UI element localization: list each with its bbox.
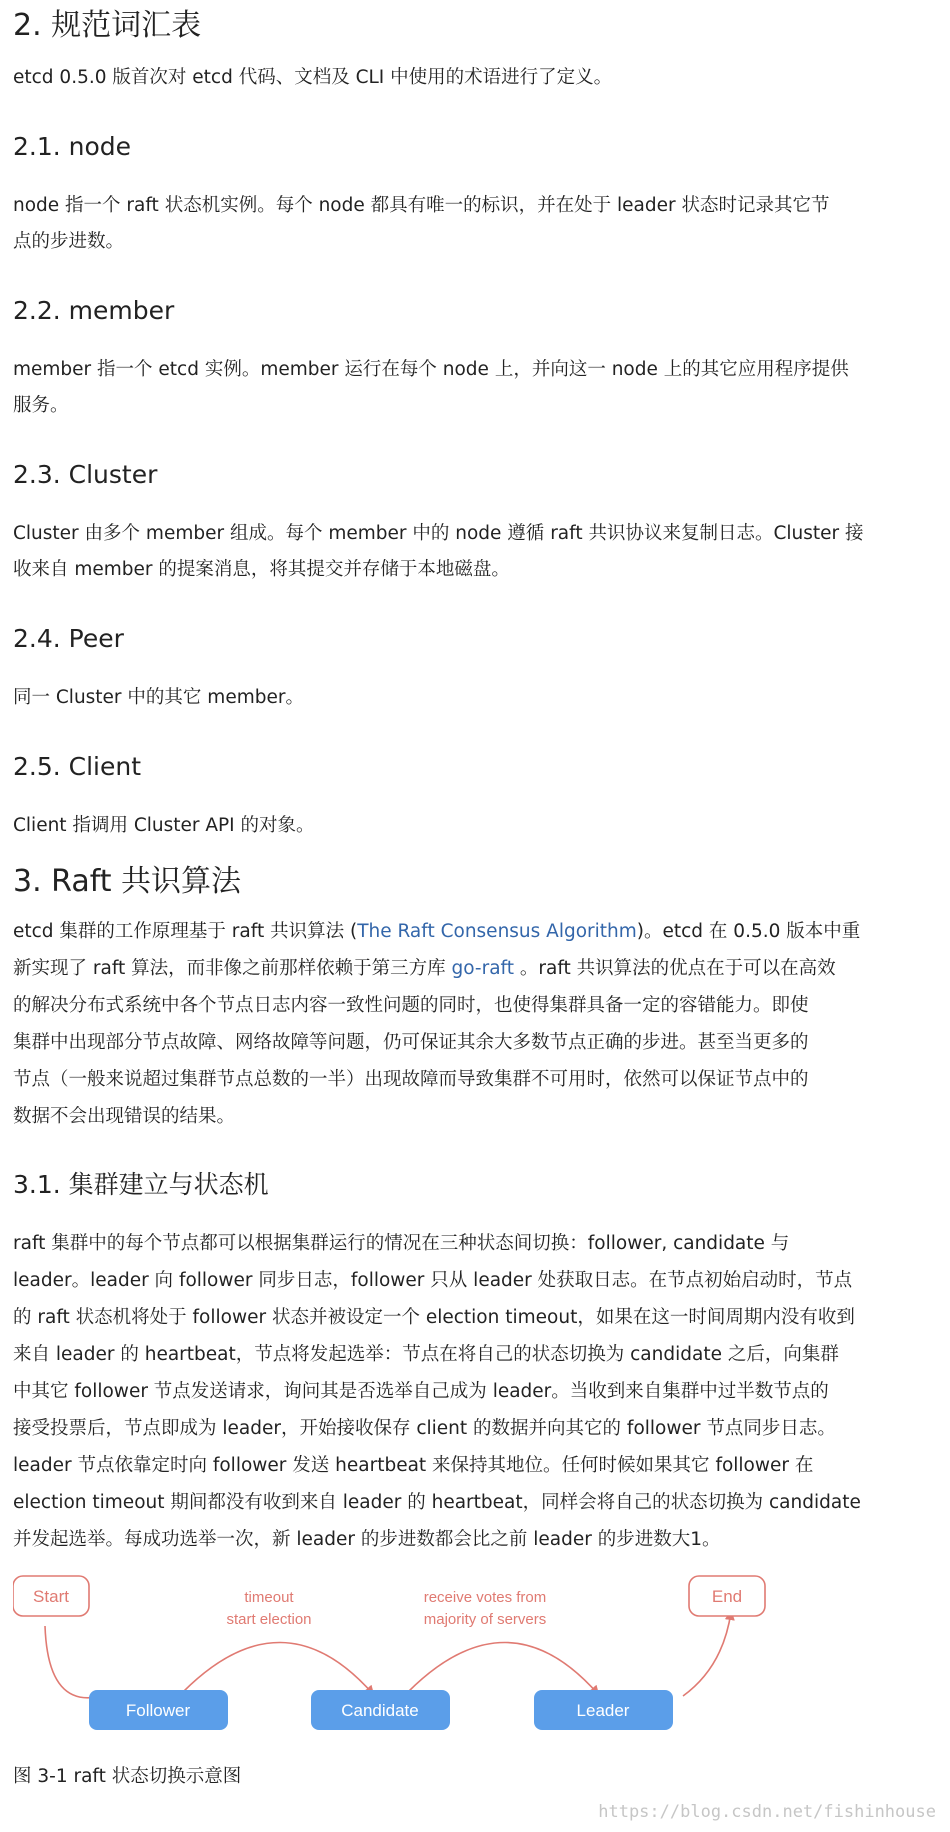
leader-label: Leader [576, 1701, 630, 1720]
node-line-2: 点的步进数。 [13, 231, 125, 252]
raft-line-1 [13, 914, 918, 951]
go-raft-link[interactable]: go-raft [451, 958, 514, 979]
receive-votes-label: receive votes from [423, 1589, 547, 1606]
member-line-1: member 指一个 etcd 实例。member 运行在每个 node 上，并向这一 node 上的其它应用程序提供 [13, 359, 849, 380]
node-line-1: node 指一个 raft 状态机实例。每个 node 都具有唯一的标识，并在处于 leader 状态时记录其它节 [13, 195, 830, 216]
node-title: 2.1. node [13, 132, 132, 161]
sm-line-2: leader。leader 向 follower 同步日志，follower 只从 leader 处获取日志。在节点初始启动时，节点 [13, 1270, 853, 1291]
sm-line-1: raft 集群中的每个节点都可以根据集群运行的情况在三种状态间切换：follower, candidate 与 [13, 1233, 790, 1254]
start-election-label: start election [226, 1611, 312, 1628]
sm-line-5: 中其它 follower 节点发送请求，询问其是否选举自己成为 leader。当收到来自集群中过半数节点的 [13, 1381, 829, 1402]
arrow-start-follower [45, 1626, 105, 1698]
section-2-title: 2. 规范词汇表 [13, 8, 202, 43]
cluster-title: 2.3. Cluster [13, 460, 158, 489]
sm-line-4: 来自 leader 的 heartbeat，节点将发起选举：节点在将自己的状态切换为 candidate 之后，向集群 [13, 1344, 839, 1365]
raft-line-2-pre: 新实现了 raft 算法，而非像之前那样依赖于第三方库 [13, 958, 452, 979]
cluster-line-1: Cluster 由多个 member 组成。每个 member 中的 node 遵循 raft 共识协议来复制日志。Cluster 接 [13, 523, 864, 544]
raft-line-6: 数据不会出现错误的结果。 [13, 1106, 236, 1127]
state-machine-title: 3.1. 集群建立与状态机 [13, 1170, 269, 1199]
arrow-candidate-leader [408, 1642, 598, 1694]
arrow-leader-end [683, 1612, 731, 1696]
raft-line-1-pre: etcd 集群的工作原理基于 raft 共识算法 ( [13, 921, 358, 942]
raft-line-1-post: )。etcd 在 0.5.0 版本中重 [636, 921, 861, 942]
client-title: 2.5. Client [13, 752, 142, 781]
raft-line-3: 的解决分布式系统中各个节点日志内容一致性问题的同时，也使得集群具备一定的容错能力。即使 [13, 995, 809, 1016]
raft-paper-link[interactable]: The Raft Consensus Algorithm [357, 921, 637, 942]
follower-label: Follower [125, 1701, 191, 1720]
candidate-label: Candidate [341, 1701, 419, 1720]
cluster-line-2: 收来自 member 的提案消息，将其提交并存储于本地磁盘。 [13, 559, 510, 580]
member-title: 2.2. member [13, 296, 175, 325]
section-2-intro: etcd 0.5.0 版首次对 etcd 代码、文档及 CLI 中使用的术语进行了定义。 [13, 67, 613, 88]
peer-text: 同一 Cluster 中的其它 member。 [13, 687, 304, 708]
section-3-title: 3. Raft 共识算法 [13, 864, 242, 899]
raft-line-2 [13, 951, 918, 988]
member-line-2: 服务。 [13, 395, 69, 416]
raft-line-4: 集群中出现部分节点故障、网络故障等问题，仍可保证其余大多数节点正确的步进。甚至当更多的 [13, 1032, 809, 1053]
sm-line-7: leader 节点依靠定时向 follower 发送 heartbeat 来保持其地位。任何时候如果其它 follower 在 [13, 1455, 814, 1476]
raft-line-2-post: 。raft 共识算法的优点在于可以在高效 [514, 958, 836, 979]
arrow-follower-candidate [183, 1642, 373, 1694]
sm-line-8: election timeout 期间都没有收到来自 leader 的 heartbeat，同样会将自己的状态切换为 candidate [13, 1492, 861, 1513]
majority-label: majority of servers [423, 1611, 547, 1628]
client-text: Client 指调用 Cluster API 的对象。 [13, 815, 315, 836]
sm-line-6: 接受投票后，节点即成为 leader，开始接收保存 client 的数据并向其它的 follower 节点同步日志。 [13, 1418, 836, 1439]
start-label: Start [33, 1587, 69, 1606]
end-label: End [711, 1587, 743, 1606]
watermark: https://blog.csdn.net/fishinhouse [598, 1802, 936, 1822]
timeout-label: timeout [244, 1589, 294, 1606]
sm-line-9: 并发起选举。每成功选举一次，新 leader 的步进数都会比之前 leader 的步进数大1。 [13, 1529, 721, 1550]
raft-state-diagram [13, 1572, 918, 1772]
raft-line-5: 节点（一般来说超过集群节点总数的一半）出现故障而导致集群不可用时，依然可以保证节点中的 [13, 1069, 809, 1090]
figure-caption: 图 3-1 raft 状态切换示意图 [13, 1766, 242, 1787]
sm-line-3: 的 raft 状态机将处于 follower 状态并被设定一个 election timeout，如果在这一时间周期内没有收到 [13, 1307, 855, 1328]
peer-title: 2.4. Peer [13, 624, 124, 653]
